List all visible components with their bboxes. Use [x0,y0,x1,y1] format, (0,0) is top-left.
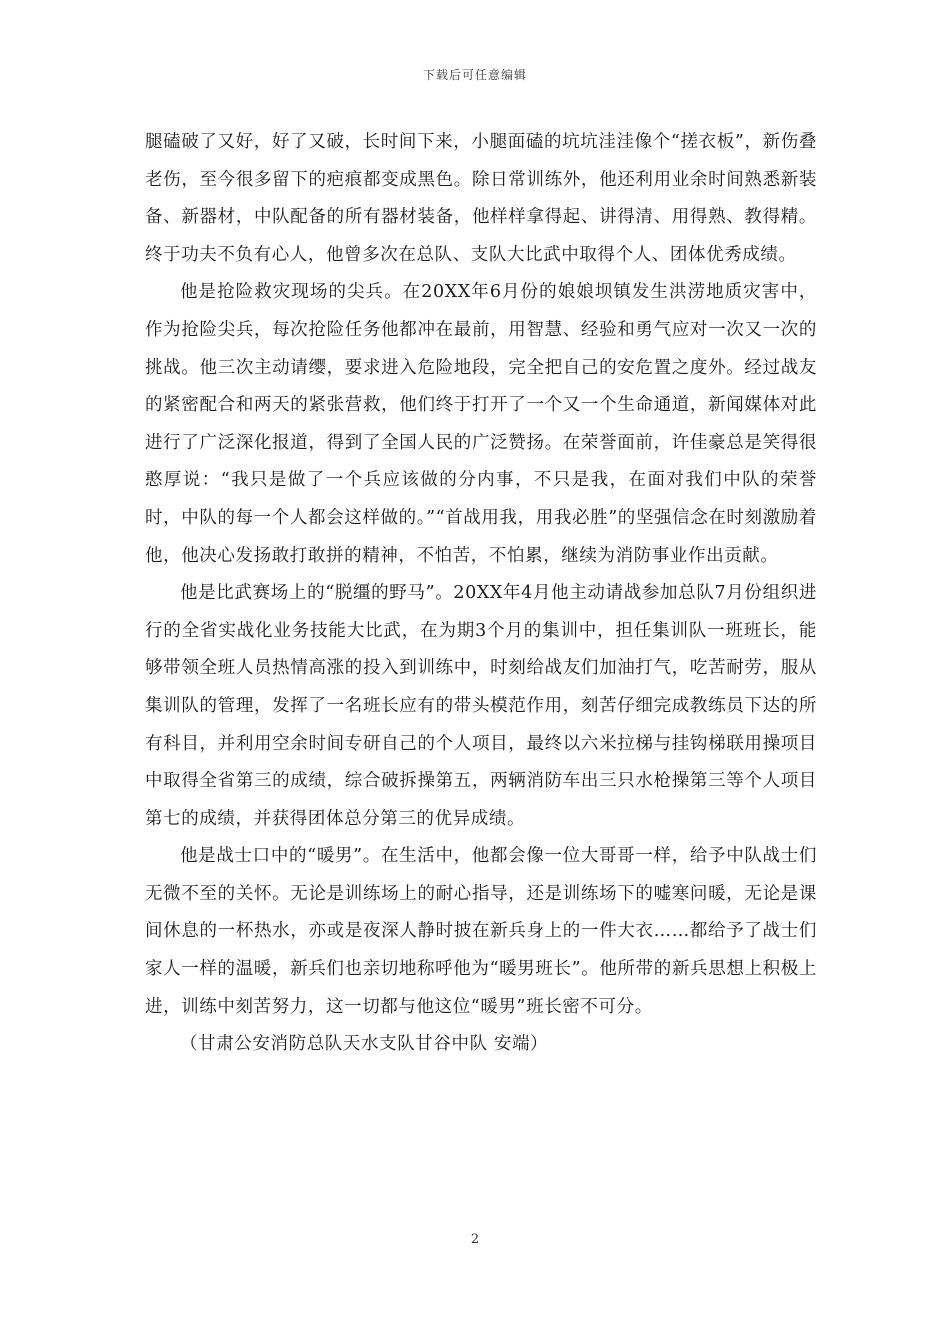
page-number: 2 [470,1232,480,1247]
paragraph-3: 他是比武赛场上的“脱缰的野马”。20XX年4月他主动请战参加总队7月份组织进行的全省实战化业务技能大比武，在为期3个月的集训中，担任集训队一班班长，能够带领全班人员热情高涨的投入到训练中，时刻给战友们加油打气，吃苦耐劳，服从集训队的管理，发挥了一名班长应有的带头模范作用，刻苦仔细完成教练员下达的所有科目，并利用空余时间专研自己的个人项目，最终以六米拉梯与挂钩梯联用操项目中取得全省第三的成绩，综合破拆操第五，两辆消防车出三只水枪操第三等个人项目第七的成绩，并获得团体总分第三的优异成绩。 [145,583,817,829]
paragraph-2: 他是抢险救灾现场的尖兵。在20XX年6月份的娘娘坝镇发生洪涝地质灾害中，作为抢险尖兵，每次抢险任务他都冲在最前，用智慧、经验和勇气应对一次又一次的挑战。他三次主动请缨，要求进入危险地段，完全把自己的安危置之度外。经过战友的紧密配合和两天的紧张营救，他们终于打开了一个又一个生命通道，新闻媒体对此进行了广泛深化报道，得到了全国人民的广泛赞扬。在荣誉面前，许佳豪总是笑得很憨厚说：“我只是做了一个兵应该做的分内事，不只是我，在面对我们中队的荣誉时，中队的每一个人都会这样做的。”“首战用我，用我必胜”的坚强信念在时刻激励着他，他决心发扬敢打敢拼的精神，不怕苦，不怕累，继续为消防事业作出贡献。 [145,282,817,566]
page-header: 下载后可任意编辑 [422,68,527,82]
paragraph-4: 他是战士口中的“暖男”。在生活中，他都会像一位大哥哥一样，给予中队战士们无微不至的关怀。无论是训练场上的耐心指导，还是训练场下的嘘寒问暖，无论是课间休息的一杯热水，亦或是夜深人静时披在新兵身上的一件大衣……都给予了战士们家人一样的温暖，新兵们也亲切地称呼他为“暖男班长”。他所带的新兵思想上积极上进，训练中刻苦努力，这一切都与他这位“暖男”班长密不可分。 [145,846,817,1017]
paragraph-1: 腿磕破了又好，好了又破，长时间下来，小腿面磕的坑坑洼洼像个“搓衣板”，新伤叠老伤，至今很多留下的疤痕都变成黑色。除日常训练外，他还利用业余时间熟悉新装备、新器材，中队配备的所有器材装备，他样样拿得起、讲得清、用得熟、教得精。终于功夫不负有心人，他曾多次在总队、支队大比武中取得个人、团体优秀成绩。 [145,132,817,265]
document-body [145,124,817,1064]
signature-line: （甘肃公安消防总队天水支队甘谷中队 安端） [180,1034,549,1055]
